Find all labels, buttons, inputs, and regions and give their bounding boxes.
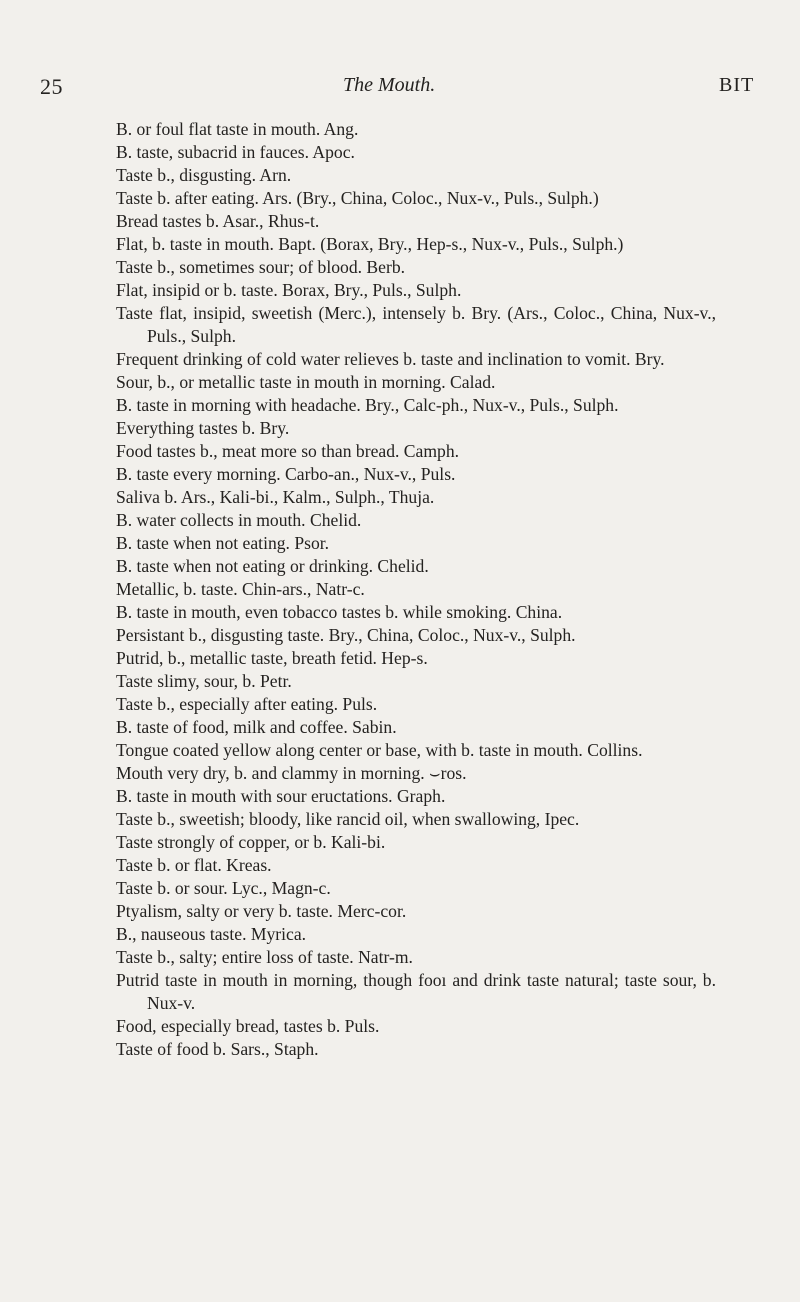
list-item: Saliva b. Ars., Kali-bi., Kalm., Sulph., Thuja. <box>116 487 435 507</box>
list-item: B. taste of food, milk and coffee. Sabin. <box>116 717 397 737</box>
list-item: Everything tastes b. Bry. <box>116 418 290 438</box>
list-item: Taste b., sometimes sour; of blood. Berb. <box>116 257 406 277</box>
list-item: B. taste in mouth with sour eructations. Graph. <box>116 786 446 806</box>
list-item: Taste of food b. Sars., Staph. <box>116 1039 319 1059</box>
list-item: Taste slimy, sour, b. Petr. <box>116 671 292 691</box>
list-item: Taste b., salty; entire loss of taste. Natr-m. <box>116 947 413 967</box>
list-item: Persistant b., disgusting taste. Bry., China, Coloc., Nux-v., Sulph. <box>116 625 576 645</box>
list-item: B. taste when not eating. Psor. <box>116 533 330 553</box>
list-item: B. taste, subacrid in fauces. Apoc. <box>116 142 355 162</box>
page-number: 25 <box>40 74 63 99</box>
list-item: B., nauseous taste. Myrica. <box>116 924 307 944</box>
list-item: Taste flat, insipid, sweetish (Merc.), intensely b. Bry. (Ars., Coloc., China, Nux-v., Puls., Sulph. <box>116 303 716 346</box>
list-item: B. taste in mouth, even tobacco tastes b. while smoking. China. <box>116 602 563 622</box>
list-item: B. taste in morning with headache. Bry., Calc-ph., Nux-v., Puls., Sulph. <box>116 395 619 415</box>
list-item: Bread tastes b. Asar., Rhus-t. <box>116 211 320 231</box>
list-item: Food tastes b., meat more so than bread. Camph. <box>116 441 460 461</box>
list-item: Tongue coated yellow along center or base, with b. taste in mouth. Collins. <box>116 740 643 760</box>
list-item: Taste b., disgusting. Arn. <box>116 165 292 185</box>
page-header <box>0 74 800 106</box>
list-item: Sour, b., or metallic taste in mouth in morning. Calad. <box>116 372 496 392</box>
list-item: B. taste every morning. Carbo-an., Nux-v., Puls. <box>116 464 456 484</box>
list-item: Taste b. after eating. Ars. (Bry., China, Coloc., Nux-v., Puls., Sulph.) <box>116 188 599 208</box>
list-item: B. taste when not eating or drinking. Chelid. <box>116 556 429 576</box>
list-item: Taste b., especially after eating. Puls. <box>116 694 378 714</box>
section-label: BIT <box>719 74 755 96</box>
list-item: B. water collects in mouth. Chelid. <box>116 510 362 530</box>
list-item: Taste b. or flat. Kreas. <box>116 855 272 875</box>
list-item: Food, especially bread, tastes b. Puls. <box>116 1016 380 1036</box>
list-item: Mouth very dry, b. and clammy in morning. ⌣ros. <box>116 763 467 783</box>
list-item: Taste strongly of copper, or b. Kali-bi. <box>116 832 386 852</box>
list-item: Putrid taste in mouth in morning, though fooı and drink taste natural; taste sour, b. Nux-v. <box>116 970 716 1013</box>
list-item: Frequent drinking of cold water relieves b. taste and inclination to vomit. Bry. <box>116 349 665 369</box>
list-item: Taste b. or sour. Lyc., Magn-c. <box>116 878 331 898</box>
remedy-entry-list <box>116 118 716 1061</box>
list-item: Metallic, b. taste. Chin-ars., Natr-c. <box>116 579 365 599</box>
running-title: The Mouth. <box>343 74 436 96</box>
list-item: Flat, b. taste in mouth. Bapt. (Borax, Bry., Hep-s., Nux-v., Puls., Sulph.) <box>116 234 624 254</box>
list-item: B. or foul flat taste in mouth. Ang. <box>116 119 359 139</box>
list-item: Flat, insipid or b. taste. Borax, Bry., Puls., Sulph. <box>116 280 462 300</box>
list-item: Taste b., sweetish; bloody, like rancid oil, when swallowing, Ipec. <box>116 809 580 829</box>
list-item: Ptyalism, salty or very b. taste. Merc-cor. <box>116 901 407 921</box>
list-item: Putrid, b., metallic taste, breath fetid. Hep-s. <box>116 648 428 668</box>
